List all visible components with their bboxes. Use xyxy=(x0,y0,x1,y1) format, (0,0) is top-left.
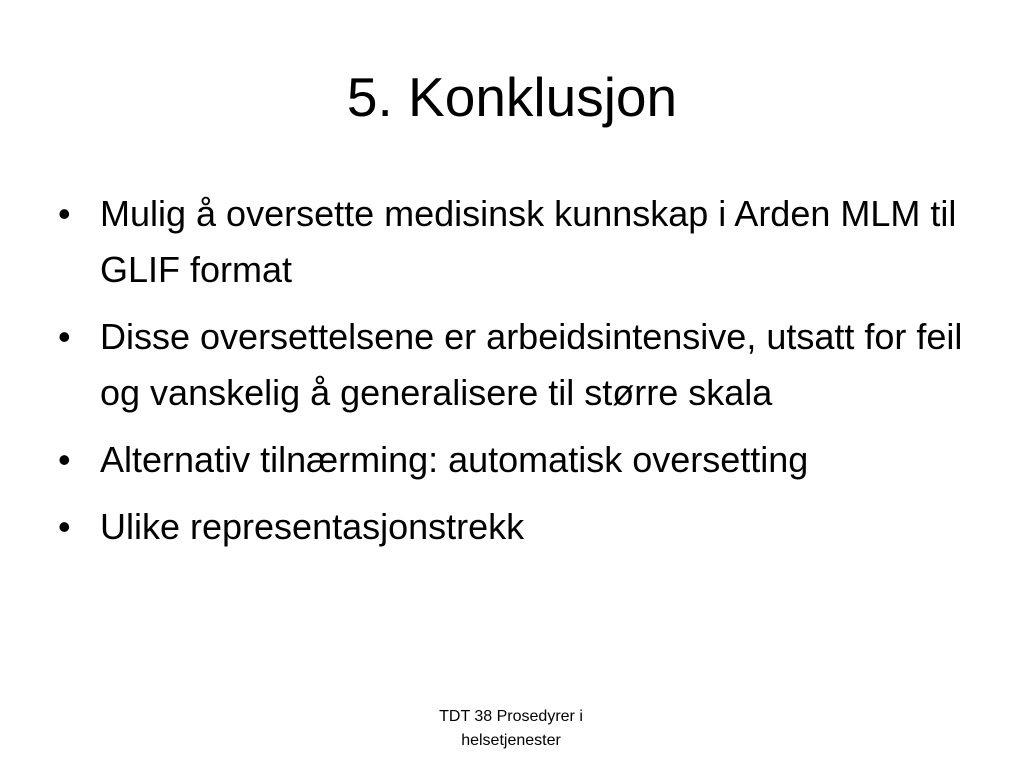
bullet-marker: • xyxy=(58,193,71,234)
bullet-text: Ulike representasjonstrekk xyxy=(100,506,525,547)
footer-line-2: helsetjenester xyxy=(461,732,561,749)
bullet-item xyxy=(56,432,976,488)
bullet-marker: • xyxy=(58,316,71,357)
bullet-text: Mulig å oversette medisinsk kunnskap i Arden MLM til GLIF format xyxy=(100,193,957,290)
slide-footer xyxy=(400,705,622,753)
bullet-item xyxy=(56,499,976,555)
bullet-marker: • xyxy=(58,506,71,547)
bullet-marker: • xyxy=(58,439,71,480)
slide-title: 5. Konklusjon xyxy=(346,66,678,128)
bullet-list xyxy=(56,186,976,566)
bullet-item xyxy=(56,186,976,298)
bullet-text: Alternativ tilnærming: automatisk oversetting xyxy=(100,439,809,480)
bullet-item xyxy=(56,309,976,421)
footer-line-1: TDT 38 Prosedyrer i xyxy=(439,708,583,725)
bullet-text: Disse oversettelsene er arbeidsintensive, utsatt for feil og vanskelig å generalisere til større skala xyxy=(100,316,963,413)
